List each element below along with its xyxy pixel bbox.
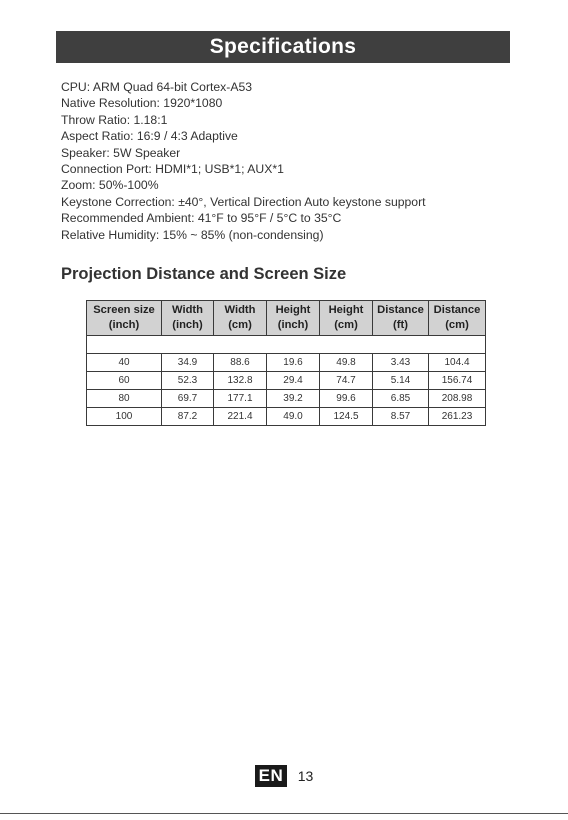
page-title: Specifications — [56, 31, 510, 63]
specifications-list — [61, 79, 426, 243]
header-unit: (inch) — [172, 319, 203, 331]
column-header-height-cm — [320, 301, 373, 336]
header-unit: (cm) — [228, 319, 252, 331]
table-cell: 104.4 — [429, 354, 486, 372]
table-cell: 156.74 — [429, 372, 486, 390]
table-cell: 6.85 — [373, 390, 429, 408]
table-cell: 39.2 — [267, 390, 320, 408]
spec-keystone-correction: Keystone Correction: ±40°, Vertical Direction Auto keystone support — [61, 194, 426, 209]
header-line: Distance — [433, 304, 481, 316]
projection-distance-table — [86, 300, 486, 426]
table-cell: 60 — [87, 372, 162, 390]
spec-relative-humidity: Relative Humidity: 15% ~ 85% (non-condensing) — [61, 227, 324, 242]
table-header-row — [87, 301, 486, 336]
spacer-cell — [87, 336, 486, 354]
header-unit: (ft) — [393, 319, 408, 331]
spec-recommended-ambient: Recommended Ambient: 41°F to 95°F / 5°C to 35°C — [61, 211, 342, 226]
table-cell: 52.3 — [162, 372, 214, 390]
table-cell: 88.6 — [214, 354, 267, 372]
page-number: 13 — [297, 768, 314, 784]
header-line: Height — [328, 304, 364, 316]
header-line: Screen size — [93, 304, 155, 316]
table-cell: 74.7 — [320, 372, 373, 390]
header-unit: (inch) — [108, 319, 140, 331]
table-cell: 3.43 — [373, 354, 429, 372]
column-header-height-inch — [267, 301, 320, 336]
table-cell: 19.6 — [267, 354, 320, 372]
table-cell: 49.8 — [320, 354, 373, 372]
table-cell: 221.4 — [214, 408, 267, 426]
table-cell: 132.8 — [214, 372, 267, 390]
spec-speaker: Speaker: 5W Speaker — [61, 145, 181, 160]
bottom-divider — [0, 813, 568, 814]
spec-aspect-ratio: Aspect Ratio: 16:9 / 4:3 Adaptive — [61, 129, 238, 144]
header-unit: (inch) — [277, 319, 309, 331]
table-cell: 49.0 — [267, 408, 320, 426]
table-cell: 99.6 — [320, 390, 373, 408]
table-cell: 87.2 — [162, 408, 214, 426]
header-line: Distance — [377, 304, 424, 316]
spec-throw-ratio: Throw Ratio: 1.18:1 — [61, 112, 168, 127]
header-unit: (cm) — [334, 319, 358, 331]
header-line: Width — [224, 304, 256, 316]
table-cell: 29.4 — [267, 372, 320, 390]
table-cell: 100 — [87, 408, 162, 426]
language-badge: EN — [255, 765, 288, 787]
column-header-screen-size — [87, 301, 162, 336]
table-cell: 124.5 — [320, 408, 373, 426]
projection-section-heading: Projection Distance and Screen Size — [61, 265, 347, 283]
page-footer — [0, 765, 568, 787]
column-header-width-cm — [214, 301, 267, 336]
spec-native-resolution: Native Resolution: 1920*1080 — [61, 96, 223, 111]
table-row — [87, 408, 486, 426]
table-cell: 80 — [87, 390, 162, 408]
spec-connection-port: Connection Port: HDMI*1; USB*1; AUX*1 — [61, 162, 284, 177]
header-spacer — [87, 336, 486, 354]
column-header-distance-ft — [373, 301, 429, 336]
spec-zoom: Zoom: 50%-100% — [61, 178, 159, 193]
table-cell: 8.57 — [373, 408, 429, 426]
column-header-width-inch — [162, 301, 214, 336]
header-unit: (cm) — [445, 319, 469, 331]
header-line: Height — [275, 304, 311, 316]
table-row — [87, 354, 486, 372]
table-row — [87, 390, 486, 408]
header-line: Width — [172, 304, 203, 316]
table-cell: 40 — [87, 354, 162, 372]
table-cell: 177.1 — [214, 390, 267, 408]
table-cell: 5.14 — [373, 372, 429, 390]
table-cell: 69.7 — [162, 390, 214, 408]
table-cell: 261.23 — [429, 408, 486, 426]
table-row — [87, 372, 486, 390]
table-cell: 34.9 — [162, 354, 214, 372]
table-cell: 208.98 — [429, 390, 486, 408]
spec-cpu: CPU: ARM Quad 64-bit Cortex-A53 — [61, 80, 253, 94]
column-header-distance-cm — [429, 301, 486, 336]
